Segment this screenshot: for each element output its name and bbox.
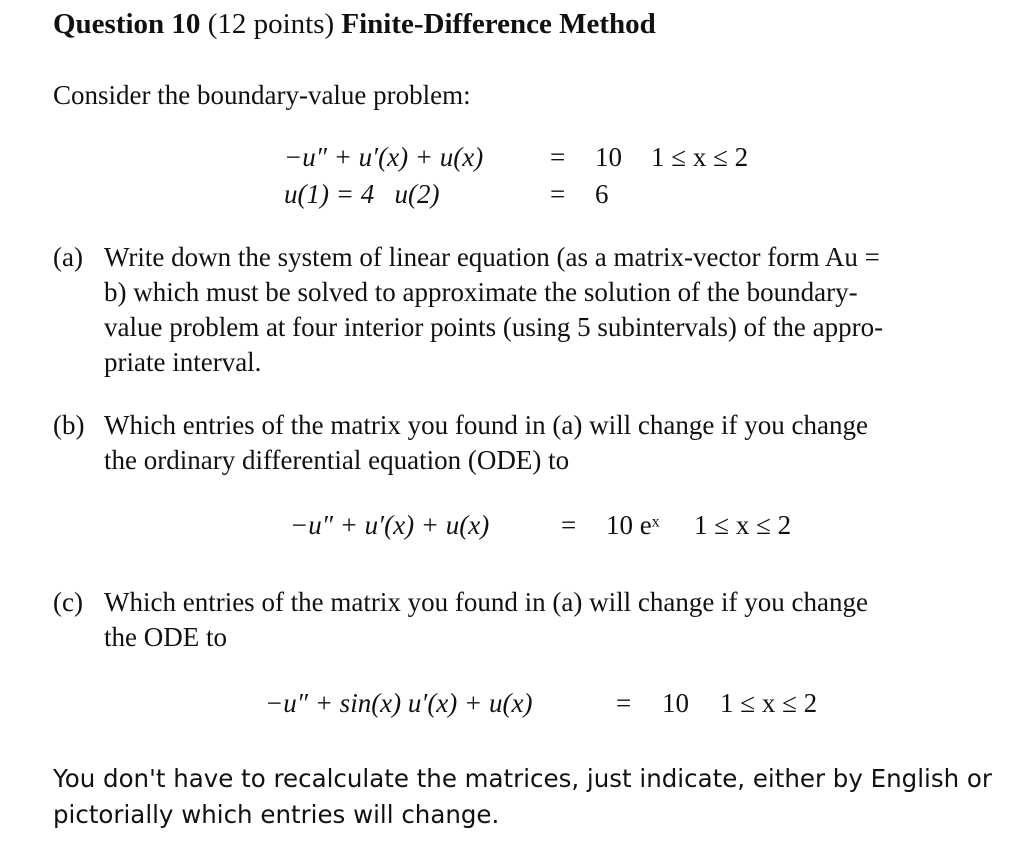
bvp-row1-lhs: −u″ + u′(x) + u(x) (284, 142, 484, 172)
part-b-label: (b) (53, 410, 85, 440)
part-a-line-1: Write down the system of linear equation (as a matrix-vector form Au = (104, 242, 880, 272)
intro-text: Consider the boundary-value problem: (53, 80, 471, 110)
part-b-eq-rhs: 10 eˣ (606, 510, 660, 540)
note-line-2: pictorially which entries will change. (53, 800, 500, 829)
note-line-1: You don't have to recalculate the matrices, just indicate, either by English or (53, 764, 992, 793)
part-a-line-2: b) which must be solved to approximate the solution of the boundary- (104, 277, 858, 307)
part-b-text (104, 408, 1004, 478)
question-topic: Finite-Difference Method (341, 8, 656, 40)
bvp-row1-domain: 1 ≤ x ≤ 2 (651, 142, 749, 172)
bvp-row2-rhs: 6 (595, 179, 609, 209)
part-a-label: (a) (53, 242, 83, 272)
part-c-eq-rhs: 10 (662, 688, 689, 718)
part-b-eq-sign: = (561, 510, 577, 540)
bvp-row2-lhs: u(1) = 4 u(2) (284, 179, 440, 209)
part-b-eq-domain: 1 ≤ x ≤ 2 (694, 510, 792, 540)
part-c-eq-lhs: −u″ + sin(x) u′(x) + u(x) (265, 688, 533, 718)
note-text (53, 761, 1013, 833)
part-c-line-2: the ODE to (104, 622, 227, 652)
part-b-eq-lhs: −u″ + u′(x) + u(x) (290, 510, 490, 540)
part-c-label: (c) (53, 587, 83, 617)
part-a-line-3: value problem at four interior points (using 5 subintervals) of the appro- (104, 312, 884, 342)
part-c-line-1: Which entries of the matrix you found in (a) will change if you change (104, 587, 869, 617)
question-title (53, 4, 656, 44)
part-a-line-4: priate interval. (104, 347, 262, 377)
question-points: (12 points) (207, 8, 335, 40)
part-a-text (104, 240, 1004, 380)
part-b-line-2: the ordinary differential equation (ODE) to (104, 445, 570, 475)
question-number: Question 10 (53, 8, 201, 40)
part-c-eq-domain: 1 ≤ x ≤ 2 (720, 688, 818, 718)
bvp-row1-eq: = (550, 142, 566, 172)
part-b-line-1: Which entries of the matrix you found in (a) will change if you change (104, 410, 869, 440)
bvp-row1-rhs: 10 (595, 142, 622, 172)
part-c-eq-sign: = (616, 688, 632, 718)
part-c-text (104, 585, 1004, 655)
bvp-row2-eq: = (550, 179, 566, 209)
